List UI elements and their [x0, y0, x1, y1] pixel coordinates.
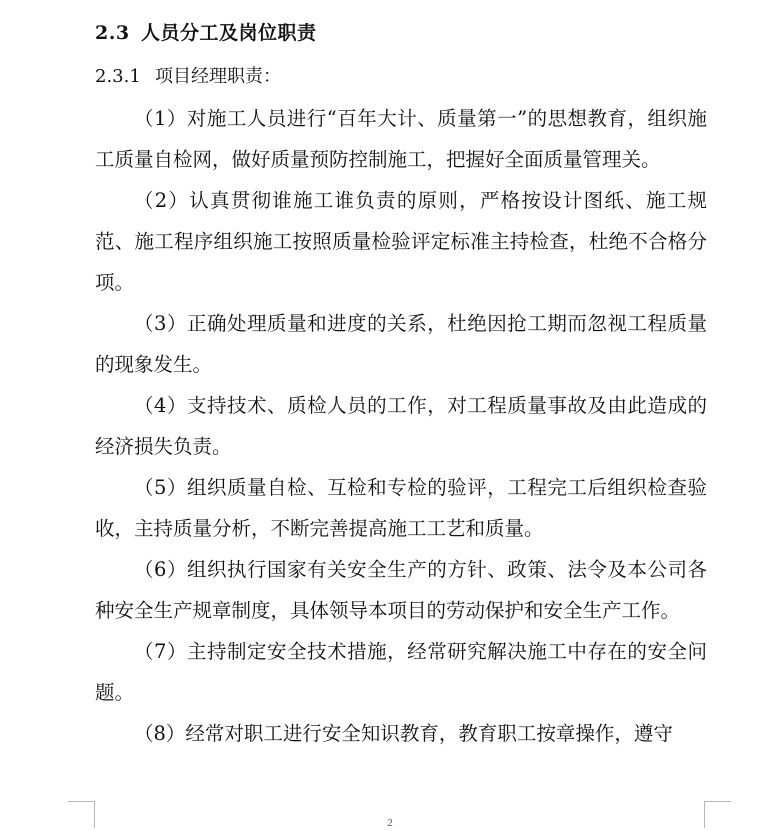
page-number: 2	[387, 817, 393, 829]
paragraph-7: （7）主持制定安全技术措施，经常研究解决施工中存在的安全问题。	[95, 640, 707, 704]
section-number: 2.3	[95, 22, 130, 44]
paragraph-4: （4）支持技术、质检人员的工作，对工程质量事故及由此造成的经济损失负责。	[95, 394, 707, 458]
margin-corner-right	[704, 801, 731, 828]
section-title: 人员分工及岗位职责	[141, 22, 317, 44]
paragraph-1: （1）对施工人员进行“百年大计、质量第一”的思想教育，组织施工质量自检网，做好质量预防控制施工，把握好全面质量管理关。	[95, 107, 707, 171]
subsection-title: 项目经理职责：	[155, 66, 281, 87]
subsection-number: 2.3.1	[95, 66, 141, 87]
paragraph-2: （2）认真贯彻谁施工谁负责的原则，严格按设计图纸、施工规范、施工程序组织施工按照质量检验评定标准主持检查，杜绝不合格分项。	[95, 189, 707, 294]
paragraph-6: （6）组织执行国家有关安全生产的方针、政策、法令及本公司各种安全生产规章制度，具体领导本项目的劳动保护和安全生产工作。	[95, 558, 707, 622]
margin-corner-left	[68, 801, 95, 828]
section-heading	[95, 18, 317, 45]
paragraph-3: （3）正确处理质量和进度的关系，杜绝因抢工期而忽视工程质量的现象发生。	[95, 312, 707, 376]
subsection-heading	[95, 62, 281, 88]
body-text	[95, 98, 707, 754]
paragraph-8: （8）经常对职工进行安全知识教育，教育职工按章操作，遵守	[134, 722, 673, 745]
paragraph-5: （5）组织质量自检、互检和专检的验评，工程完工后组织检查验收，主持质量分析，不断完善提高施工工艺和质量。	[95, 476, 707, 540]
